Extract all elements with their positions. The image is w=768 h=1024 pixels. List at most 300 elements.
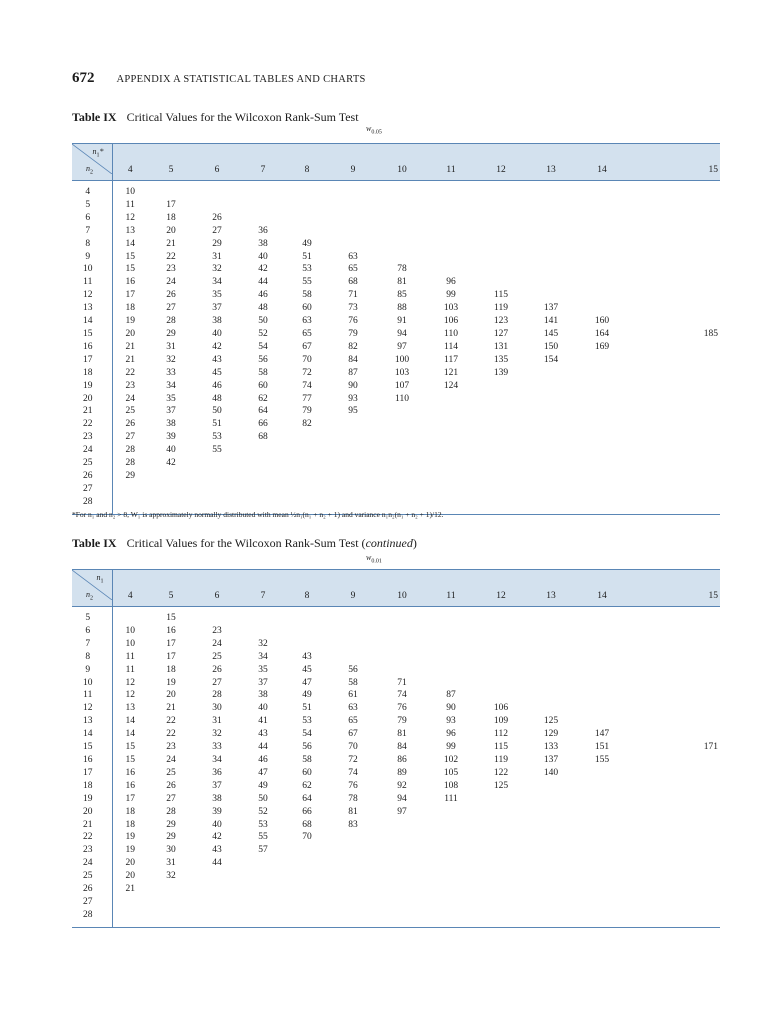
critical-value-cell	[576, 715, 628, 728]
critical-value-cell: 29	[166, 832, 176, 843]
critical-value-cell	[286, 444, 328, 457]
critical-value-cell: 14	[125, 729, 135, 740]
table-row	[72, 444, 720, 457]
critical-value-cell	[426, 457, 476, 470]
critical-value-cell	[628, 612, 720, 625]
critical-value-cell: 89	[397, 767, 407, 778]
critical-value-cell	[576, 767, 628, 780]
critical-value-cell	[628, 418, 720, 431]
critical-value-cell	[526, 612, 576, 625]
critical-value-cell: 23	[166, 742, 176, 753]
critical-value-cell	[476, 212, 526, 225]
table-row	[72, 767, 720, 780]
critical-value-cell: 43	[212, 354, 222, 365]
row-header: 9	[72, 664, 112, 677]
row-header: 4	[72, 186, 112, 199]
critical-value-cell: 12	[125, 212, 135, 223]
critical-value-cell	[628, 302, 720, 315]
critical-value-cell: 16	[125, 277, 135, 288]
critical-value-cell: 93	[348, 393, 358, 404]
critical-value-cell	[148, 883, 194, 896]
critical-value-cell	[426, 186, 476, 199]
critical-value-cell	[286, 896, 328, 909]
row-header: 22	[72, 831, 112, 844]
table-row	[72, 457, 720, 470]
critical-value-cell: 29	[212, 238, 222, 249]
critical-value-cell	[628, 276, 720, 289]
critical-value-cell	[426, 251, 476, 264]
critical-value-cell	[526, 831, 576, 844]
critical-value-cell: 27	[125, 432, 135, 443]
critical-value-cell: 45	[302, 664, 312, 675]
critical-value-cell	[426, 418, 476, 431]
critical-value-cell: 55	[302, 277, 312, 288]
critical-value-cell: 71	[397, 677, 407, 688]
row-header: 13	[72, 715, 112, 728]
critical-value-cell	[576, 212, 628, 225]
table-row	[72, 225, 720, 238]
row-header: 28	[72, 909, 112, 922]
critical-value-cell	[378, 186, 426, 199]
critical-value-cell	[286, 496, 328, 509]
row-header: 19	[72, 793, 112, 806]
critical-value-cell: 147	[594, 729, 610, 740]
critical-value-cell: 30	[212, 703, 222, 714]
critical-value-cell: 47	[302, 677, 312, 688]
critical-value-cell	[628, 496, 720, 509]
critical-value-cell: 40	[166, 445, 176, 456]
critical-value-cell	[240, 186, 286, 199]
critical-value-cell	[328, 857, 378, 870]
critical-value-cell	[328, 457, 378, 470]
critical-value-cell	[476, 909, 526, 922]
column-header: 12	[476, 570, 526, 607]
critical-value-cell	[476, 793, 526, 806]
critical-value-cell	[628, 870, 720, 883]
table-row	[72, 625, 720, 638]
critical-value-cell: 22	[166, 251, 176, 262]
critical-value-cell: 48	[212, 393, 222, 404]
critical-value-cell: 32	[212, 729, 222, 740]
critical-value-cell	[194, 199, 240, 212]
critical-value-cell	[526, 496, 576, 509]
critical-value-cell	[194, 470, 240, 483]
critical-value-cell	[526, 225, 576, 238]
critical-value-cell: 49	[302, 690, 312, 701]
critical-value-cell	[378, 405, 426, 418]
row-header: 6	[72, 212, 112, 225]
critical-value-cell	[628, 483, 720, 496]
critical-value-cell	[378, 238, 426, 251]
table-row	[72, 354, 720, 367]
corner-cell	[72, 144, 112, 181]
critical-value-cell	[240, 457, 286, 470]
table-2	[72, 569, 720, 928]
critical-value-cell: 19	[125, 832, 135, 843]
critical-value-cell	[526, 263, 576, 276]
critical-value-cell: 95	[348, 406, 358, 417]
table-row	[72, 238, 720, 251]
critical-value-cell: 57	[258, 845, 268, 856]
critical-value-cell	[426, 199, 476, 212]
critical-value-cell	[576, 238, 628, 251]
critical-value-cell	[426, 870, 476, 883]
critical-value-cell: 79	[302, 406, 312, 417]
critical-value-cell	[426, 638, 476, 651]
critical-value-cell: 56	[348, 664, 358, 675]
critical-value-cell	[526, 276, 576, 289]
critical-value-cell	[112, 496, 148, 509]
table-row	[72, 251, 720, 264]
column-header: 4	[112, 144, 148, 181]
critical-value-cell: 37	[212, 303, 222, 314]
critical-value-cell: 73	[348, 303, 358, 314]
critical-value-cell	[476, 896, 526, 909]
table-1-w-subscript: 0.05	[371, 129, 382, 136]
critical-value-cell: 124	[443, 380, 459, 391]
column-header: 7	[240, 570, 286, 607]
critical-value-cell: 38	[258, 690, 268, 701]
critical-value-cell: 44	[212, 858, 222, 869]
critical-value-cell	[378, 844, 426, 857]
critical-value-cell	[476, 612, 526, 625]
critical-value-cell: 21	[166, 238, 176, 249]
critical-value-cell	[378, 819, 426, 832]
critical-value-cell: 25	[212, 651, 222, 662]
critical-value-cell: 21	[125, 341, 135, 352]
critical-value-cell: 44	[258, 742, 268, 753]
table-row	[72, 470, 720, 483]
critical-value-cell	[526, 457, 576, 470]
critical-value-cell	[576, 857, 628, 870]
critical-value-cell: 110	[444, 328, 458, 339]
critical-value-cell	[286, 186, 328, 199]
critical-value-cell: 53	[302, 264, 312, 275]
critical-value-cell	[628, 470, 720, 483]
n1-mark: *	[99, 147, 104, 156]
critical-value-cell	[194, 896, 240, 909]
critical-value-cell	[576, 819, 628, 832]
critical-value-cell: 15	[125, 251, 135, 262]
critical-value-cell: 43	[302, 651, 312, 662]
critical-value-cell: 100	[394, 354, 410, 365]
critical-value-cell: 27	[212, 225, 222, 236]
critical-value-cell: 10	[125, 625, 135, 636]
column-header: 8	[286, 570, 328, 607]
critical-value-cell: 129	[543, 729, 559, 740]
critical-value-cell	[426, 444, 476, 457]
critical-value-cell	[426, 238, 476, 251]
n2-subscript: 2	[90, 170, 93, 176]
critical-value-cell: 20	[125, 871, 135, 882]
critical-value-cell: 81	[348, 806, 358, 817]
critical-value-cell: 17	[166, 638, 176, 649]
critical-value-cell	[194, 457, 240, 470]
critical-value-cell	[476, 418, 526, 431]
critical-value-cell: 66	[258, 419, 268, 430]
column-header: 7	[240, 144, 286, 181]
critical-value-cell: 53	[212, 432, 222, 443]
critical-value-cell	[378, 418, 426, 431]
critical-value-cell: 139	[493, 367, 509, 378]
critical-value-cell	[628, 806, 720, 819]
column-header: 13	[526, 144, 576, 181]
critical-value-cell: 135	[493, 354, 509, 365]
table-row	[72, 367, 720, 380]
critical-value-cell: 51	[302, 703, 312, 714]
critical-value-cell: 62	[258, 393, 268, 404]
table-row	[72, 793, 720, 806]
row-header: 19	[72, 380, 112, 393]
critical-value-cell: 23	[212, 625, 222, 636]
critical-value-cell: 22	[125, 367, 135, 378]
critical-value-cell: 125	[543, 716, 559, 727]
critical-value-cell	[628, 767, 720, 780]
critical-value-cell: 63	[348, 703, 358, 714]
critical-value-cell	[628, 728, 720, 741]
critical-value-cell	[628, 896, 720, 909]
table-row	[72, 754, 720, 767]
critical-value-cell	[576, 225, 628, 238]
critical-value-cell	[378, 444, 426, 457]
critical-value-cell: 169	[594, 341, 610, 352]
n1-symbol: n	[96, 573, 101, 582]
critical-value-cell: 125	[493, 780, 509, 791]
critical-value-cell	[476, 664, 526, 677]
critical-value-cell: 29	[125, 470, 135, 481]
critical-value-cell	[240, 496, 286, 509]
critical-value-cell: 103	[394, 367, 410, 378]
critical-value-cell: 12	[125, 677, 135, 688]
page-number: 672	[72, 70, 95, 86]
table-row	[72, 677, 720, 690]
table-row	[72, 780, 720, 793]
table-row	[72, 883, 720, 896]
critical-value-cell: 38	[166, 419, 176, 430]
critical-value-cell: 55	[212, 445, 222, 456]
critical-value-cell	[148, 896, 194, 909]
critical-value-cell	[194, 870, 240, 883]
critical-value-cell: 60	[302, 303, 312, 314]
table-1	[72, 143, 720, 515]
critical-value-cell	[576, 199, 628, 212]
row-header: 14	[72, 728, 112, 741]
row-header: 25	[72, 457, 112, 470]
critical-value-cell	[194, 496, 240, 509]
critical-value-cell: 11	[125, 651, 135, 662]
critical-value-cell	[526, 367, 576, 380]
critical-value-cell	[476, 225, 526, 238]
critical-value-cell: 34	[212, 277, 222, 288]
critical-value-cell	[628, 638, 720, 651]
critical-value-cell: 43	[212, 845, 222, 856]
critical-value-cell: 105	[443, 767, 459, 778]
critical-value-cell: 12	[125, 690, 135, 701]
critical-value-cell: 38	[258, 238, 268, 249]
column-header: 11	[426, 570, 476, 607]
row-header: 6	[72, 625, 112, 638]
critical-value-cell: 17	[125, 290, 135, 301]
critical-value-cell	[576, 793, 628, 806]
critical-value-cell: 32	[166, 354, 176, 365]
critical-value-cell: 33	[212, 742, 222, 753]
critical-value-cell: 34	[166, 380, 176, 391]
critical-value-cell	[328, 238, 378, 251]
critical-value-cell: 84	[397, 742, 407, 753]
critical-value-cell: 81	[397, 277, 407, 288]
critical-value-cell: 35	[258, 664, 268, 675]
critical-value-cell: 68	[348, 277, 358, 288]
critical-value-cell	[526, 651, 576, 664]
critical-value-cell	[148, 483, 194, 496]
row-header: 22	[72, 418, 112, 431]
table-1-footnote: *For n₁ and n₂ > 8, W₁ is approximately normally distributed with mean ½n₁(n₁ + n₂ + 1) and variance n₁n₂(n₁ + n₂ + 1)/12.	[72, 510, 444, 519]
critical-value-cell: 11	[125, 664, 135, 675]
critical-value-cell: 88	[397, 303, 407, 314]
critical-value-cell: 79	[397, 716, 407, 727]
critical-value-cell: 96	[446, 277, 456, 288]
critical-value-cell: 68	[258, 432, 268, 443]
table-row	[72, 702, 720, 715]
critical-value-cell: 22	[166, 729, 176, 740]
column-header: 14	[576, 570, 628, 607]
n2-symbol: n	[86, 164, 90, 174]
critical-value-cell	[526, 664, 576, 677]
critical-value-cell	[286, 457, 328, 470]
critical-value-cell: 34	[258, 651, 268, 662]
row-header: 16	[72, 341, 112, 354]
critical-value-cell	[286, 857, 328, 870]
critical-value-cell: 56	[258, 354, 268, 365]
table-row	[72, 819, 720, 832]
table-row	[72, 831, 720, 844]
critical-value-cell: 46	[258, 754, 268, 765]
critical-value-cell: 55	[258, 832, 268, 843]
critical-value-cell: 58	[302, 290, 312, 301]
critical-value-cell	[576, 909, 628, 922]
critical-value-cell: 32	[212, 264, 222, 275]
critical-value-cell: 64	[258, 406, 268, 417]
column-header: 5	[148, 144, 194, 181]
row-header: 11	[72, 689, 112, 702]
critical-value-cell	[286, 883, 328, 896]
critical-value-cell	[378, 457, 426, 470]
critical-value-cell: 87	[446, 690, 456, 701]
critical-value-cell: 20	[166, 225, 176, 236]
critical-value-cell: 74	[397, 690, 407, 701]
critical-value-cell: 112	[494, 729, 508, 740]
header-row	[72, 144, 720, 181]
critical-value-cell: 137	[543, 754, 559, 765]
critical-value-cell	[628, 263, 720, 276]
critical-value-cell	[378, 483, 426, 496]
column-header: 4	[112, 570, 148, 607]
critical-value-cell	[526, 251, 576, 264]
critical-value-cell: 13	[125, 703, 135, 714]
critical-value-cell: 23	[125, 380, 135, 391]
table-2-title-text: Critical Values for the Wilcoxon Rank-Sum Test (	[126, 536, 366, 550]
critical-value-cell	[148, 496, 194, 509]
critical-value-cell	[628, 251, 720, 264]
n1-label	[93, 147, 104, 159]
critical-value-cell	[576, 393, 628, 406]
critical-value-cell: 99	[446, 742, 456, 753]
critical-value-cell: 117	[444, 354, 458, 365]
critical-value-cell: 78	[397, 264, 407, 275]
critical-value-cell	[476, 199, 526, 212]
critical-value-cell	[328, 212, 378, 225]
critical-value-cell: 36	[258, 225, 268, 236]
critical-value-cell: 115	[494, 290, 508, 301]
critical-value-cell: 28	[166, 316, 176, 327]
critical-value-cell: 54	[302, 729, 312, 740]
critical-value-cell: 40	[212, 819, 222, 830]
critical-value-cell: 123	[493, 316, 509, 327]
critical-value-cell: 40	[258, 251, 268, 262]
critical-value-cell	[112, 612, 148, 625]
critical-value-cell: 110	[395, 393, 409, 404]
critical-value-cell	[240, 483, 286, 496]
critical-value-cell: 93	[446, 716, 456, 727]
critical-value-cell	[240, 857, 286, 870]
table-row	[72, 212, 720, 225]
critical-value-cell	[328, 225, 378, 238]
critical-value-cell	[328, 431, 378, 444]
critical-value-cell: 26	[212, 664, 222, 675]
critical-value-cell	[476, 431, 526, 444]
critical-value-cell	[526, 483, 576, 496]
page-header	[72, 70, 366, 87]
critical-value-cell: 87	[348, 367, 358, 378]
critical-value-cell	[628, 689, 720, 702]
critical-value-cell: 28	[125, 458, 135, 469]
critical-value-cell: 40	[258, 703, 268, 714]
critical-value-cell: 37	[258, 677, 268, 688]
table-row	[72, 496, 720, 509]
critical-value-cell: 20	[125, 328, 135, 339]
critical-value-cell	[576, 367, 628, 380]
critical-value-cell: 83	[348, 819, 358, 830]
running-head: APPENDIX A STATISTICAL TABLES AND CHARTS	[116, 74, 366, 85]
critical-value-cell: 48	[258, 303, 268, 314]
table-1-id: Table IX	[72, 110, 117, 124]
critical-value-cell	[426, 393, 476, 406]
critical-value-cell	[576, 483, 628, 496]
critical-value-cell: 21	[166, 703, 176, 714]
critical-value-cell	[476, 444, 526, 457]
critical-value-cell	[328, 483, 378, 496]
table-row	[72, 418, 720, 431]
critical-value-cell	[628, 238, 720, 251]
critical-value-cell: 15	[125, 264, 135, 275]
critical-value-cell: 27	[166, 303, 176, 314]
critical-value-cell	[576, 638, 628, 651]
critical-value-cell	[328, 831, 378, 844]
critical-value-cell: 137	[543, 303, 559, 314]
critical-value-cell: 31	[166, 341, 176, 352]
critical-value-cell: 185	[703, 328, 718, 339]
critical-value-cell	[328, 870, 378, 883]
critical-value-cell	[628, 664, 720, 677]
row-header: 28	[72, 496, 112, 509]
critical-value-cell	[426, 664, 476, 677]
critical-value-cell	[240, 883, 286, 896]
critical-value-cell: 18	[166, 664, 176, 675]
table-row	[72, 689, 720, 702]
critical-value-cell: 49	[302, 238, 312, 249]
critical-value-cell: 79	[348, 328, 358, 339]
critical-value-cell: 18	[125, 806, 135, 817]
